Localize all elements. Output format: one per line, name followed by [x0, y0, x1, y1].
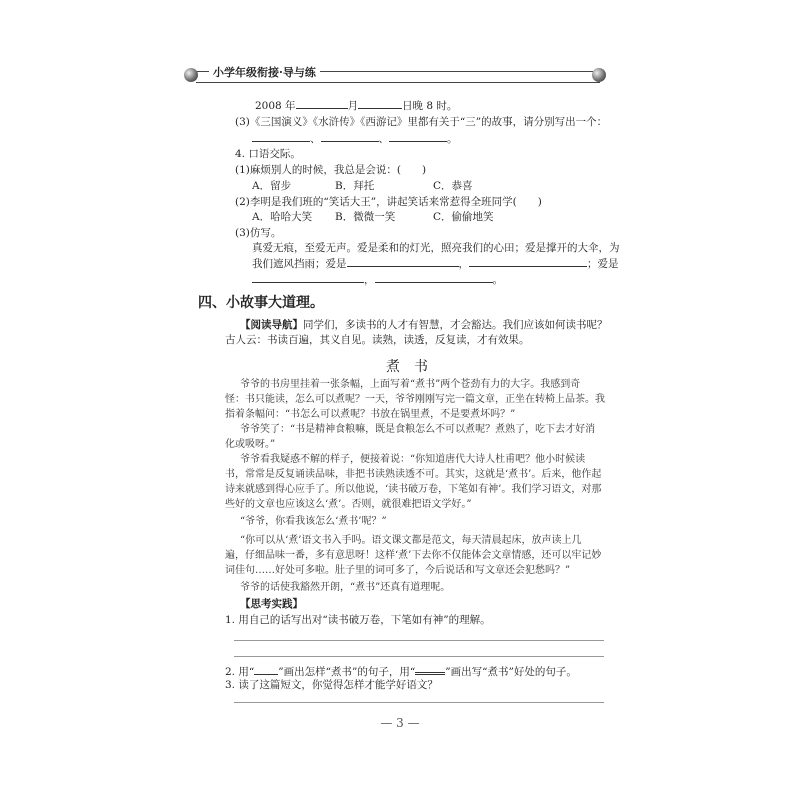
date-day-label: 日晚 8 时。: [402, 100, 458, 112]
story-paragraph: 词佳句……好处可多啦。肚子里的词可多了，今后说话和写文章还会犯愁吗？”: [225, 565, 571, 576]
fangxie-prefix: 我们遮风挡雨；爱是: [252, 258, 347, 270]
story-paragraph: 爷爷笑了：“书是精神食粮嘛，既是食粮怎么不可以煮呢？煮熟了，吃下去才好消: [240, 424, 596, 435]
fangxie-line-3: ， 。: [252, 272, 503, 287]
fangxie-line-2: [252, 256, 619, 271]
story-paragraph: “爷爷，你看我该怎么‘煮书’呢？”: [240, 516, 387, 527]
straight-line-mark: [254, 664, 278, 675]
reading-guide: [240, 318, 608, 332]
date-line: [255, 98, 457, 113]
story-paragraph: 指着条幅问：“书怎么可以煮呢？书放在锅里煮，不是要煮坏吗？”: [225, 409, 516, 420]
page-number: — 3 —: [380, 716, 420, 730]
story-paragraph: 诗来就感到得心应手了。所以他说，‘读书破万卷，下笔如有神’。我们学习语文，对那: [225, 484, 602, 495]
practice-label: 【思考实践】: [240, 598, 303, 610]
question-4-2: (2)李明是我们班的“笑话大王”，讲起笑话来常惹得全班同学( ): [235, 196, 542, 208]
q4-2-option-a[interactable]: A．哈哈大笑: [252, 211, 313, 223]
question-4-3: (3)仿写。: [235, 227, 282, 239]
question-3-blanks: 、 、 。: [252, 131, 458, 146]
story-paragraph: 书，常常是反复诵读品味，非把书读熟读透不可。其实，这就是‘煮书’。后来，他作起: [225, 469, 602, 480]
date-year-label: 2008 年: [255, 100, 296, 112]
fangxie-suffix: ；爱是: [587, 258, 619, 270]
month-blank[interactable]: [296, 98, 348, 109]
q4-2-option-b[interactable]: B．微微一笑: [335, 211, 396, 223]
question-3: (3)《三国演义》《水浒传》《西游记》里都有关于“三”的故事，请分别写出一个：: [235, 116, 608, 128]
q2-text-b: ”画出怎样“煮书”的句子，用“: [278, 666, 416, 678]
story-paragraph: 遍，仔细品味一番，多有意思呀！这样‘煮’下去你不仅能体会文章情感，还可以牢记妙: [225, 550, 602, 561]
day-blank[interactable]: [358, 98, 402, 109]
header-title: 小学年级衔接·导与练: [209, 64, 320, 80]
guide-label: 【阅读导航】: [240, 319, 303, 331]
blank-sanguo[interactable]: [252, 131, 310, 142]
story-paragraph: 爷爷的书房里挂着一张条幅，上面写着“煮书”两个苍劲有力的大字。我感到奇: [240, 379, 581, 390]
wavy-line-mark: [415, 662, 445, 675]
blank-xiyou[interactable]: [389, 131, 447, 142]
story-paragraph: “你可以从‘煮’语文书入手吗。语文课文都是范文，每天清晨起床，放声读上几: [240, 535, 582, 546]
story-paragraph: 些好的文章也应该这么‘煮’。否则，就很难把语文学好。”: [225, 499, 472, 510]
header-left-ornament: [184, 68, 198, 82]
answer-line[interactable]: [234, 656, 604, 657]
q4-1-option-a[interactable]: A．留步: [252, 180, 292, 192]
answer-line[interactable]: [234, 640, 604, 641]
q4-1-option-c[interactable]: C．恭喜: [433, 180, 473, 192]
fangxie-line-1: 真爱无痕，至爱无声。爱是柔和的灯光，照亮我们的心田；爱是撑开的大伞，为: [252, 242, 620, 254]
story-paragraph: 化或吸呀。”: [225, 439, 276, 450]
date-month-label: 月: [347, 100, 359, 112]
header-right-ornament: [592, 68, 606, 82]
guide-text-2: 古人云：书读百遍，其义自见。读熟，读透，反复读，才有效果。: [225, 334, 530, 346]
q4-2-option-c[interactable]: C．偷偷地笑: [433, 211, 494, 223]
fangxie-period: 。: [492, 274, 503, 286]
story-paragraph: 爷爷的话使我豁然开朗，“煮书”还真有道理呢。: [240, 582, 451, 593]
fangxie-comma: ，: [458, 258, 469, 270]
question-4: 4. 口语交际。: [235, 148, 301, 160]
practice-question-1: 1. 用自己的话写出对“读书破万卷，下笔如有神”的理解。: [225, 614, 491, 626]
guide-text: 同学们，多读书的人才有智慧，才会豁达。我们应该如何读书呢？: [303, 319, 608, 331]
practice-question-3: 3. 读了这篇短文，你觉得怎样才能学好语文？: [225, 679, 438, 691]
q2-text-a: 2. 用“: [225, 666, 255, 678]
story-title: 煮书: [386, 359, 442, 375]
fangxie-blank-3[interactable]: [252, 272, 364, 283]
fangxie-blank-4[interactable]: [375, 272, 493, 283]
fangxie-blank-1[interactable]: [347, 256, 459, 267]
section-title: 四、小故事大道理。: [198, 295, 324, 311]
q2-text-c: ”画出写“煮书”好处的句子。: [445, 666, 577, 678]
answer-line[interactable]: [234, 702, 604, 703]
question-4-1: (1)麻烦别人的时候，我总是会说：( ): [235, 164, 427, 176]
blank-shuihu[interactable]: [321, 131, 379, 142]
story-paragraph: 怪：书只能读，怎么可以煮呢？一天，爷爷刚刚写完一篇文章，正坐在转椅上品茶。我: [225, 394, 605, 405]
fangxie-blank-2[interactable]: [469, 256, 587, 267]
story-paragraph: 爷爷看我疑惑不解的样子，便接着说：“你知道唐代大诗人杜甫吧？他小时候读: [240, 454, 586, 465]
q4-1-option-b[interactable]: B．拜托: [335, 180, 375, 192]
practice-question-2: [225, 662, 577, 679]
